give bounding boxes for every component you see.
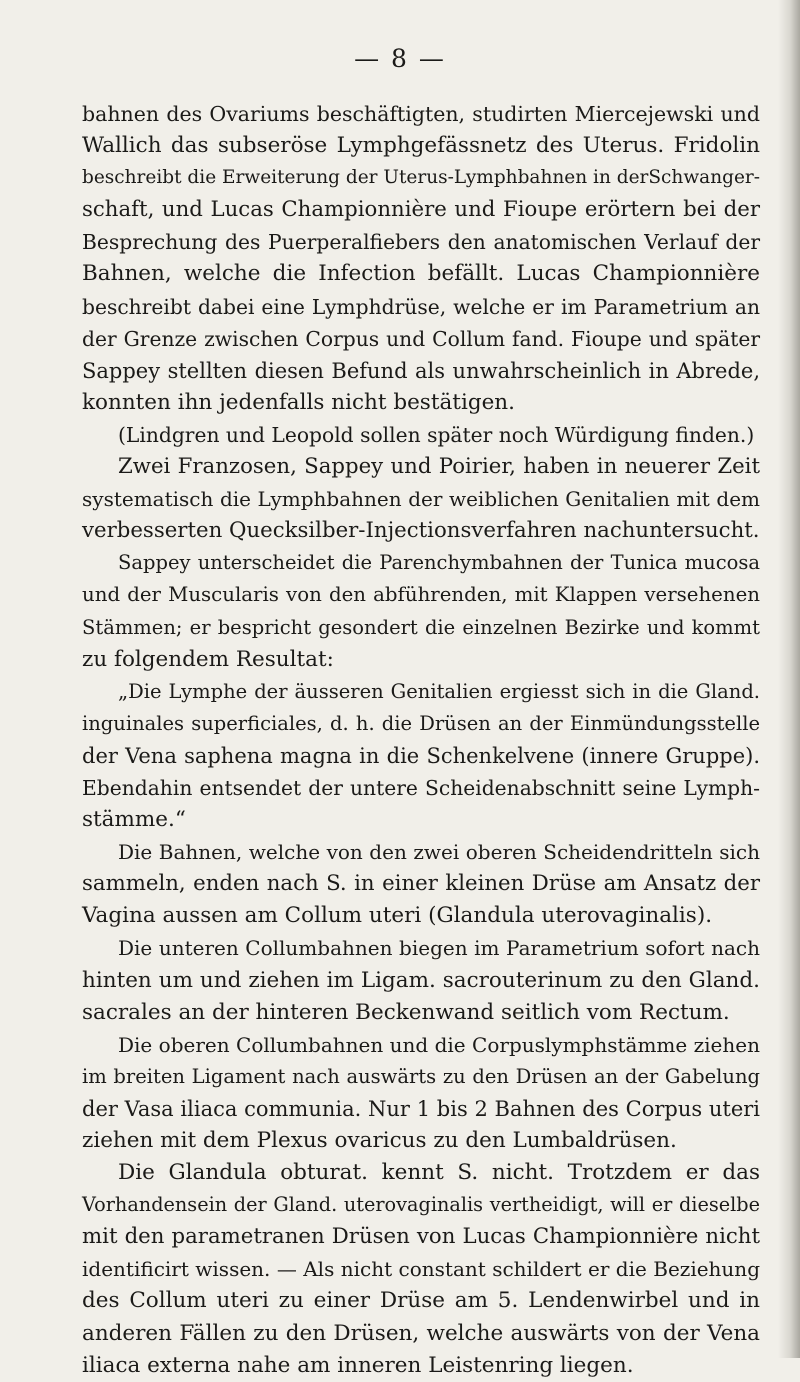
text-line: „Die Lymphe der äusseren Genitalien ergiesst sich in die Gland.	[118, 679, 760, 703]
text-line: im breiten Ligament nach auswärts zu den Drüsen an der Gabelung	[82, 1064, 760, 1088]
text-line: Wallich das subseröse Lymphgefässnetz des Uterus. Fridolin	[82, 133, 760, 159]
text-line: hinten um und ziehen im Ligam. sacrouterinum zu den Gland.	[82, 967, 760, 993]
text-line: Die Bahnen, welche von den zwei oberen Scheidendritteln sich	[118, 840, 760, 865]
text-line: systematisch die Lymphbahnen der weiblichen Genitalien mit dem	[82, 487, 760, 512]
text-line: der Vasa iliaca communia. Nur 1 bis 2 Bahnen des Corpus uteri	[82, 1096, 760, 1121]
text-line: sammeln, enden nach S. in einer kleinen Drüse am Ansatz der	[82, 871, 760, 897]
text-line: der Vena saphena magna in die Schenkelvene (innere Gruppe).	[82, 743, 760, 768]
text-line: Bahnen, welche die Infection befällt. Lucas Championnière	[82, 261, 760, 287]
text-line: iliaca externa nahe am inneren Leistenring liegen.	[82, 1352, 634, 1378]
text-line: und der Muscularis von den abführenden, mit Klappen versehenen	[82, 583, 760, 607]
text-line: zu folgendem Resultat:	[82, 646, 334, 672]
page-number: — 8 —	[354, 44, 446, 73]
text-line: mit den parametranen Drüsen von Lucas Championnière nicht	[82, 1224, 760, 1250]
text-line: Ebendahin entsendet der untere Scheidenabschnitt seine Lymph-	[82, 775, 760, 800]
text-line: schaft, und Lucas Championnière und Fioupe erörtern bei der	[82, 197, 760, 223]
text-line: ziehen mit dem Plexus ovaricus zu den Lumbaldrüsen.	[82, 1128, 677, 1153]
text-line: Sappey unterscheidet die Parenchymbahnen der Tunica mucosa	[118, 551, 760, 575]
text-line: Vagina aussen am Collum uteri (Glandula uterovaginalis).	[82, 903, 713, 929]
text-line: verbesserten Quecksilber-Injectionsverfahren nachuntersucht.	[82, 518, 760, 544]
text-line: (Lindgren und Leopold sollen später noch Würdigung finden.)	[118, 422, 755, 447]
text-line: anderen Fällen zu den Drüsen, welche auswärts von der Vena	[82, 1320, 760, 1346]
text-line: Die Glandula obturat. kennt S. nicht. Trotzdem er das	[118, 1160, 760, 1186]
text-line: Stämmen; er bespricht gesondert die einzelnen Bezirke und kommt	[82, 615, 760, 639]
body-text	[82, 98, 760, 1382]
text-line: identificirt wissen. — Als nicht constant schildert er die Beziehung	[82, 1257, 760, 1282]
text-line: sacrales an der hinteren Beckenwand seitlich vom Rectum.	[82, 999, 730, 1025]
text-line: Besprechung des Puerperalfiebers den anatomischen Verlauf der	[82, 230, 760, 255]
text-line: Sappey stellten diesen Befund als unwahrscheinlich in Abrede,	[82, 358, 760, 383]
text-line: Vorhandensein der Gland. uterovaginalis vertheidigt, will er dieselbe	[82, 1193, 760, 1217]
text-line: beschreibt die Erweiterung der Uterus-Lymphbahnen in derSchwanger-	[82, 167, 760, 189]
text-line: konnten ihn jedenfalls nicht bestätigen.	[82, 389, 515, 415]
text-line: Die unteren Collumbahnen biegen im Parametrium sofort nach	[118, 936, 760, 961]
text-line: der Grenze zwischen Corpus und Collum fand. Fioupe und später	[82, 326, 760, 351]
text-line: inguinales superficiales, d. h. die Drüsen an der Einmündungsstelle	[82, 711, 760, 735]
text-line: des Collum uteri zu einer Drüse am 5. Lendenwirbel und in	[82, 1288, 760, 1314]
text-line: Zwei Franzosen, Sappey und Poirier, haben in neuerer Zeit	[118, 454, 760, 480]
page-edge-shadow	[778, 0, 800, 1358]
text-line: stämme.“	[82, 807, 186, 833]
text-line: Die oberen Collumbahnen und die Corpuslymphstämme ziehen	[118, 1032, 760, 1057]
text-line: beschreibt dabei eine Lymphdrüse, welche er im Parametrium an	[82, 294, 760, 319]
text-line: bahnen des Ovariums beschäftigten, studirten Miercejewski und	[82, 102, 760, 126]
